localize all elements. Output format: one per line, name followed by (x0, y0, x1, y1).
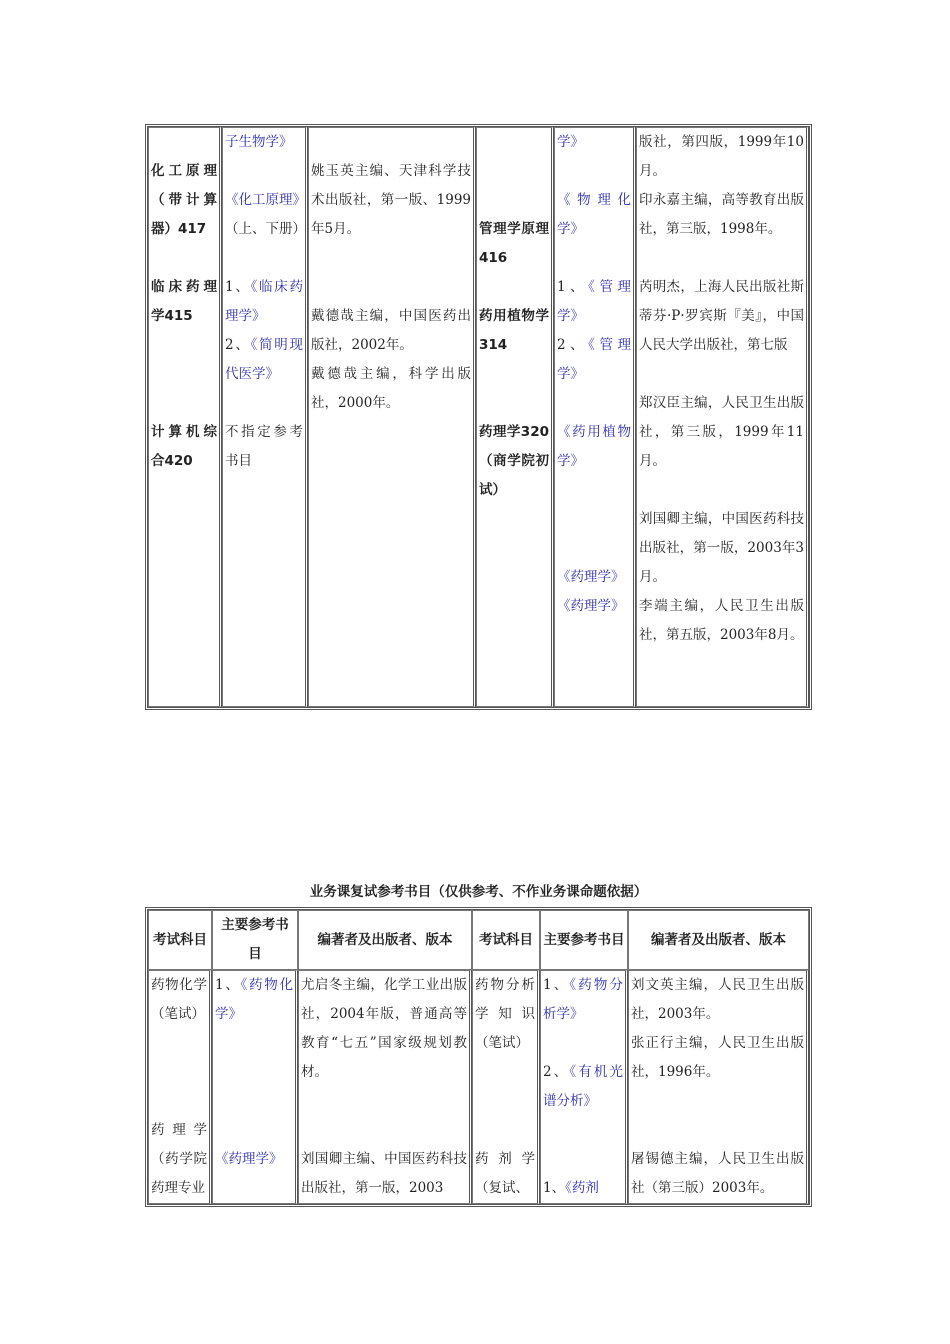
exam-subject-column (476, 127, 554, 707)
column-header: 主要参考书目 (212, 910, 298, 970)
list-number: 1、 (543, 1180, 566, 1196)
list-number: 1、 (557, 279, 589, 295)
publisher-info: 刘文英主编，人民卫生出版社，2003年。 (631, 977, 804, 1022)
book-link[interactable]: 《药物分析学》 (543, 977, 624, 1022)
list-number: 1、 (225, 279, 251, 295)
book-note: （上、下册） (225, 221, 306, 237)
table-row (148, 970, 809, 1204)
publisher-info: 戴德哉主编，科学出版社，2000年。 (311, 366, 471, 411)
reference-book-column (554, 127, 636, 707)
exam-subject: 药剂学（复试、 (475, 1151, 535, 1196)
list-number: 2、 (543, 1064, 570, 1080)
exam-subject: 化工原理（带计算器）417 (151, 163, 217, 237)
column-header: 编著者及出版者、版本 (298, 910, 472, 970)
book-link[interactable]: 《化工原理》 (225, 192, 306, 208)
exam-subject: 药物分析学知识（笔试） (475, 977, 535, 1051)
book-link[interactable]: 学》 (557, 134, 584, 150)
publisher-info: 刘国卿主编，中国医药科技出版社，第一版，2003年3月。 (639, 511, 804, 585)
publisher-info: 版社，第四版，1999年10月。 (639, 134, 804, 179)
author-publisher-column (636, 127, 809, 707)
publisher-info: 张正行主编，人民卫生出版社，1996年。 (631, 1035, 804, 1080)
book-link[interactable]: 《药理学》 (557, 569, 625, 585)
column-header: 主要参考书目 (540, 910, 628, 970)
exam-subject: 计算机综合420 (151, 424, 217, 469)
list-number: 2、 (225, 337, 251, 353)
reference-book-column (222, 127, 308, 707)
list-number: 1、 (543, 977, 570, 993)
list-number: 1、 (215, 977, 241, 993)
reference-table-1 (145, 124, 812, 710)
publisher-info: 李端主编，人民卫生出版社，第五版，2003年8月。 (639, 598, 804, 643)
book-link[interactable]: 《有机光谱分析》 (543, 1064, 624, 1109)
list-number: 2、 (557, 337, 589, 353)
exam-subject: 管理学原理416 (479, 221, 549, 266)
publisher-info: 戴德哉主编，中国医药出版社，2002年。 (311, 308, 471, 353)
publisher-info: 印永嘉主编，高等教育出版社，第三版，1998年。 (639, 192, 804, 237)
exam-subject-column (148, 127, 222, 707)
column-header: 考试科目 (472, 910, 540, 970)
column-header: 编著者及出版者、版本 (628, 910, 809, 970)
exam-subject: 药用植物学314 (479, 308, 549, 353)
book-link[interactable]: 《药理学》 (215, 1151, 283, 1167)
exam-subject: 药理学（药学院药理专业 (151, 1122, 207, 1196)
exam-subject: 药物化学（笔试） (151, 977, 207, 1022)
publisher-info: 郑汉臣主编，人民卫生出版社，第三版，1999年11月。 (639, 395, 804, 469)
publisher-info: 芮明杰，上海人民出版社斯蒂芬·P·罗宾斯『美』，中国人民大学出版社，第七版 (639, 279, 804, 353)
book-link[interactable]: 《临床药理学》 (225, 279, 304, 324)
exam-subject: 药理学320（商学院初试） (479, 424, 549, 498)
column-header: 考试科目 (148, 910, 212, 970)
author-publisher-column (628, 970, 809, 1204)
table-title: 业务课复试参考书目（仅供参考、不作业务课命题依据） (309, 884, 648, 900)
book-link[interactable]: 《药物化学》 (215, 977, 294, 1022)
book-link[interactable]: 《管理学》 (557, 337, 631, 382)
reference-table-2 (145, 907, 812, 1207)
book-link[interactable]: 《管理学》 (557, 279, 631, 324)
book-link[interactable]: 《药用植物学》 (557, 424, 631, 469)
book-link[interactable]: 《药理学》 (557, 598, 625, 614)
book-link[interactable]: 《药剂 (565, 1180, 599, 1196)
reference-book-column (212, 970, 298, 1204)
book-note: 不指定参考书目 (225, 424, 303, 469)
exam-subject: 临床药理学415 (151, 279, 217, 324)
publisher-info: 尤启冬主编，化学工业出版社，2004年版，普通高等教育“七五”国家级规划教材。 (301, 977, 467, 1080)
table-header-row (148, 910, 809, 970)
reference-book-column (540, 970, 628, 1204)
exam-subject-column (148, 970, 212, 1204)
book-link[interactable]: 子生物学》 (225, 134, 293, 150)
publisher-info: 姚玉英主编、天津科学技术出版社，第一版、1999年5月。 (311, 163, 471, 237)
publisher-info: 刘国卿主编、中国医药科技出版社，第一版，2003 (301, 1151, 467, 1196)
publisher-info: 屠锡德主编，人民卫生出版社（第三版）2003年。 (631, 1151, 804, 1196)
book-link[interactable]: 《物理化学》 (557, 192, 631, 237)
author-publisher-column (298, 970, 472, 1204)
author-publisher-column (308, 127, 476, 707)
book-link[interactable]: 《简明现代医学》 (225, 337, 304, 382)
exam-subject-column (472, 970, 540, 1204)
